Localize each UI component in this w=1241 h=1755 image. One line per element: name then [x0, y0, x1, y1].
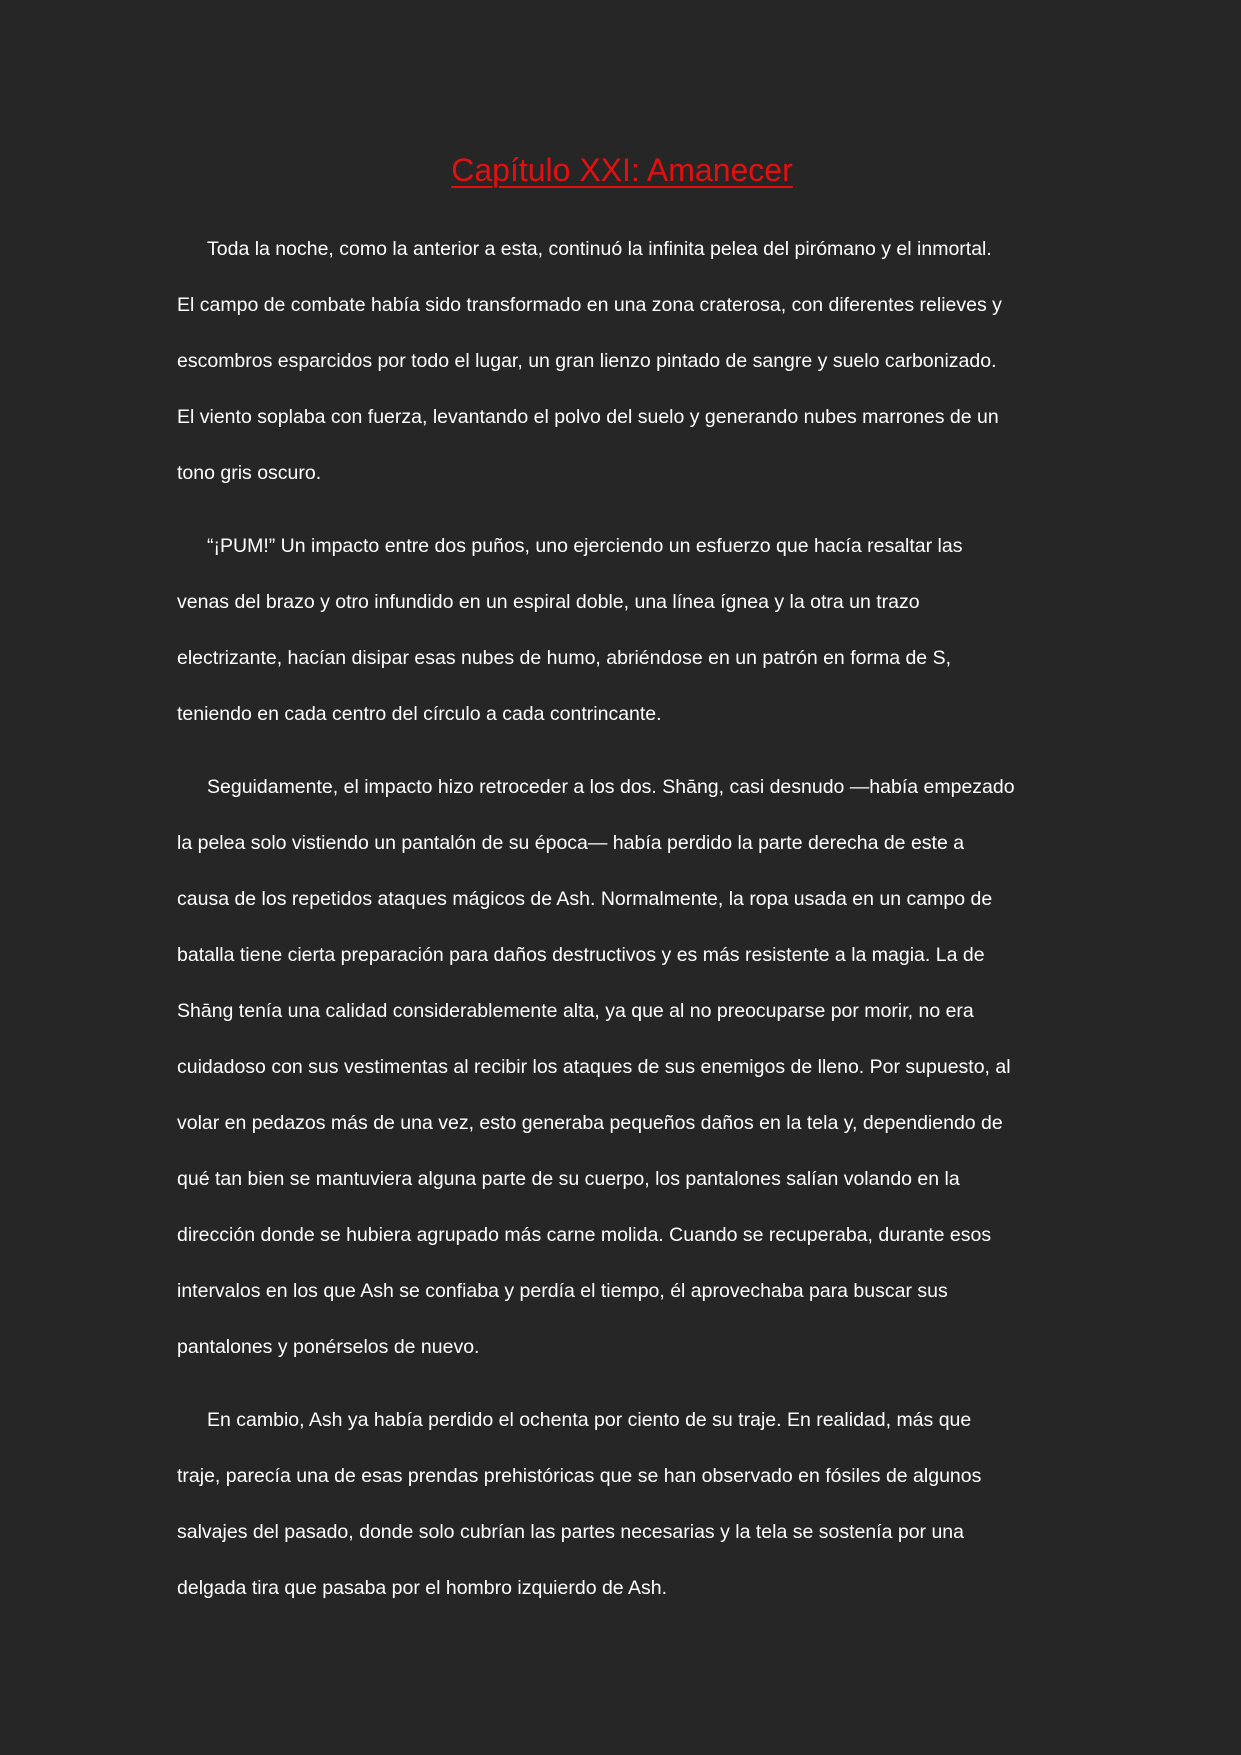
text-line: intervalos en los que Ash se confiaba y perdía el tiempo, él aprovechaba para buscar sus: [177, 1280, 948, 1302]
text-line: En cambio, Ash ya había perdido el ochenta por ciento de su traje. En realidad, más que: [207, 1409, 972, 1431]
chapter-title-text: Capítulo XXI: Amanecer: [451, 152, 793, 188]
text-line: Seguidamente, el impacto hizo retroceder a los dos. Shāng, casi desnudo —había empezado: [207, 776, 1015, 798]
text-line: electrizante, hacían disipar esas nubes de humo, abriéndose en un patrón en forma de S,: [177, 647, 951, 669]
text-line: cuidadoso con sus vestimentas al recibir los ataques de sus enemigos de lleno. Por supuesto, al: [177, 1056, 1011, 1078]
text-line: “¡PUM!” Un impacto entre dos puños, uno ejerciendo un esfuerzo que hacía resaltar las: [207, 535, 963, 557]
paragraph: [177, 1392, 1067, 1616]
text-line: causa de los repetidos ataques mágicos de Ash. Normalmente, la ropa usada en un campo de: [177, 888, 993, 910]
text-line: la pelea solo vistiendo un pantalón de su época— había perdido la parte derecha de este a: [177, 832, 965, 854]
text-line: dirección donde se hubiera agrupado más carne molida. Cuando se recuperaba, durante esos: [177, 1224, 992, 1246]
text-line: El viento soplaba con fuerza, levantando el polvo del suelo y generando nubes marrones de un: [177, 406, 999, 428]
text-line: delgada tira que pasaba por el hombro izquierdo de Ash.: [177, 1577, 668, 1599]
text-line: Shāng tenía una calidad considerablemente alta, ya que al no preocuparse por morir, no era: [177, 1000, 974, 1022]
text-line: pantalones y ponérselos de nuevo.: [177, 1336, 480, 1358]
paragraph: [177, 221, 1067, 501]
text-line: Toda la noche, como la anterior a esta, continuó la infinita pelea del pirómano y el inmortal.: [207, 238, 992, 260]
paragraph: [177, 759, 1067, 1375]
text-line: venas del brazo y otro infundido en un espiral doble, una línea ígnea y la otra un trazo: [177, 591, 920, 613]
text-line: qué tan bien se mantuviera alguna parte de su cuerpo, los pantalones salían volando en la: [177, 1168, 960, 1190]
text-line: El campo de combate había sido transformado en una zona craterosa, con diferentes relieves y: [177, 294, 1002, 316]
text-line: escombros esparcidos por todo el lugar, un gran lienzo pintado de sangre y suelo carbonizado.: [177, 350, 997, 372]
text-line: batalla tiene cierta preparación para daños destructivos y es más resistente a la magia. La de: [177, 944, 985, 966]
text-line: volar en pedazos más de una vez, esto generaba pequeños daños en la tela y, dependiendo de: [177, 1112, 1003, 1134]
text-line: tono gris oscuro.: [177, 462, 322, 484]
chapter-title: [177, 146, 1067, 194]
text-line: salvajes del pasado, donde solo cubrían las partes necesarias y la tela se sostenía por una: [177, 1521, 964, 1543]
chapter-body: [177, 221, 1067, 1633]
text-line: teniendo en cada centro del círculo a cada contrincante.: [177, 703, 662, 725]
text-line: traje, parecía una de esas prendas prehistóricas que se han observado en fósiles de algunos: [177, 1465, 982, 1487]
paragraph: [177, 518, 1067, 742]
